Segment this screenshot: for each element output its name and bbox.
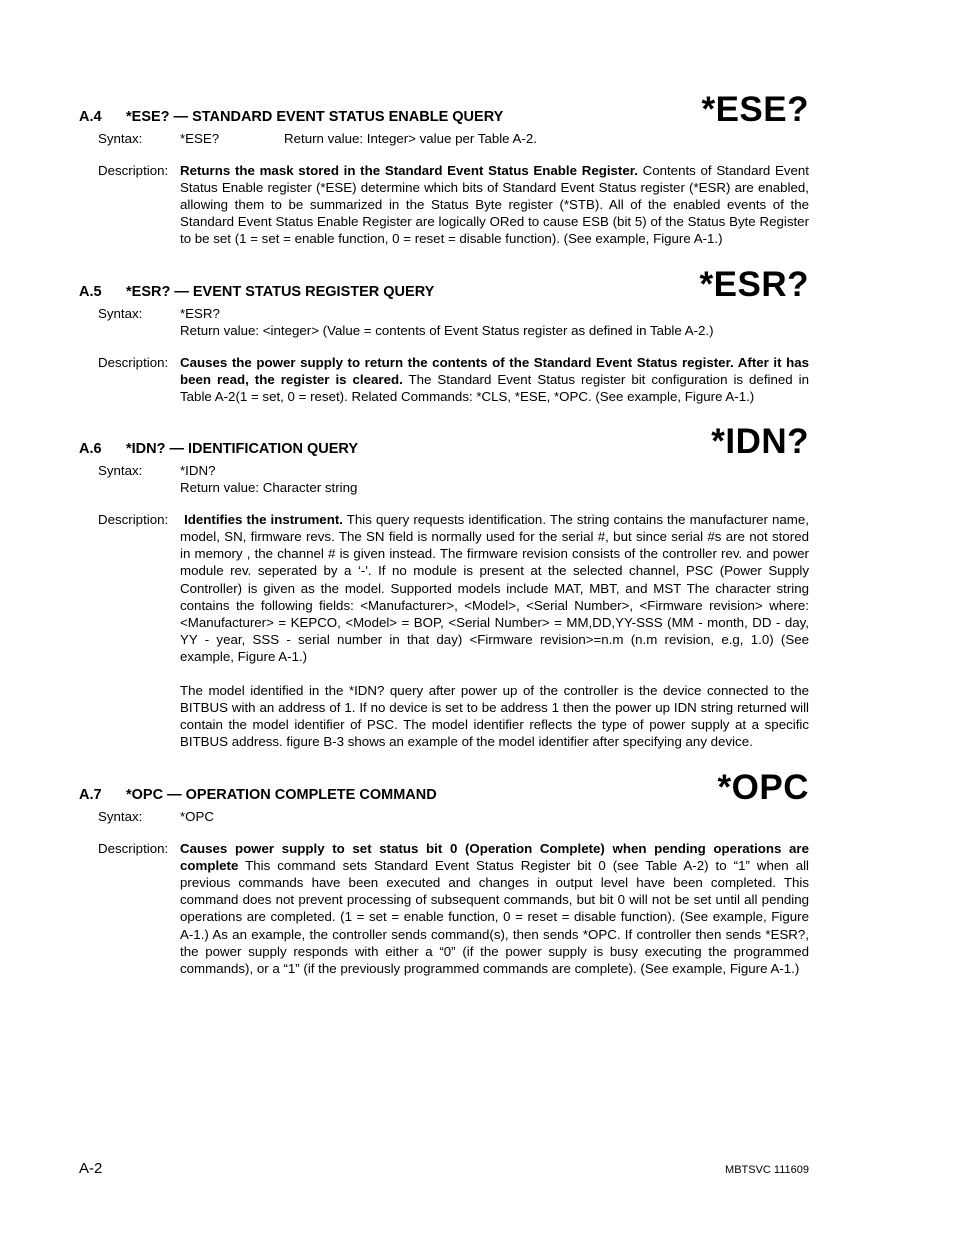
description-bold: Identifies the instrument. [184,512,343,528]
section-a6 [79,422,809,750]
syntax-command: *ESE? [180,131,220,146]
section-heading [79,90,809,129]
syntax-return: Return value: Character string [180,480,358,496]
syntax-row [79,130,809,147]
section-heading [79,422,809,461]
section-number: A.7 [79,787,102,803]
section-title: *IDN? — IDENTIFICATION QUERY [126,441,358,457]
syntax-label: Syntax: [98,463,143,478]
document-code: MBTSVC 111609 [725,1164,809,1176]
description-label: Description: [98,163,169,179]
description-row [79,840,809,977]
syntax-row [79,808,809,825]
description-text [180,511,809,665]
description-text [180,354,809,405]
syntax-return: Return value: Integer> value per Table A-2. [284,131,537,146]
section-heading [79,265,809,304]
description-body: This query requests identification. The string contains the manufacturer name, model, SN, firmware revs. The SN field is normally used for the serial #, but since serial #s are not stored in memory , the channel # is given instead. The firmware revision consists of the controller rev. and power module rev. seperated by a ‘-'. If no module is present at the selected channel, PSC (Power Supply Controller) is given as the model. Supported models include MAT, MBT, and MST The character string contains the following fields: <Manufacturer>, <Model>, <Serial Number>, <Firmware revision> where: <Manufacturer> = KEPCO, <Model> = BOP, <Serial Number> = MM,DD,YY-SSS (MM - month, DD - day, YY - year, SSS - serial number in that day) <Firmware revision>=n.m (n.m revision, e.g, 1.0) (See example, Figure A-1.) [180,512,809,664]
section-number: A.5 [79,284,102,300]
description-row [79,354,809,405]
description-text [180,162,809,247]
syntax-command: *OPC [180,809,214,824]
section-title: *OPC — OPERATION COMPLETE COMMAND [126,787,437,803]
description-body: This command sets Standard Event Status Register bit 0 (see Table A-2) to “1” when all previous commands have been executed and changes in output level have been completed. This command does not prevent processing of subsequent commands, but bit 0 will not be set until all pending operations are completed. (1 = set = enable function, 0 = reset = disable function). (See example, Figure A-1.) As an example, the controller sends command(s), then sends *OPC. If controller then sends *ESR?, the power supply responds with either a “0” (if the power supply is busy executing the programmed commands), or a “1” (if the previously programmed commands are complete). (See example, Figure A-1.) [180,858,809,976]
section-heading [79,768,809,807]
section-number: A.4 [79,109,102,125]
command-header: *OPC [717,768,809,807]
section-a4 [79,90,809,248]
section-a5 [79,265,809,405]
section-title: *ESR? — EVENT STATUS REGISTER QUERY [126,284,435,300]
description-label: Description: [98,355,169,371]
description-text [180,840,809,977]
description-bold: Causes power supply to set status bit 0 (Operation Complete) when pending operations are complete [180,841,809,874]
page-footer [79,1160,809,1180]
section-a7 [79,768,809,977]
syntax-command: *ESR? [180,306,220,321]
syntax-label: Syntax: [98,809,143,824]
description-body: The Standard Event Status register bit configuration is defined in Table A-2(1 = set, 0 = reset). Related Commands: *CLS, *ESE, *OPC. (See example, Figure A-1.) [180,372,809,405]
description-bold: Causes the power supply to return the contents of the Standard Event Status register. After it has been read, the register is cleared. [180,355,809,388]
section-title: *ESE? — STANDARD EVENT STATUS ENABLE QUERY [126,109,504,125]
description-row [79,511,809,750]
page-number: A-2 [79,1160,103,1177]
command-header: *ESE? [701,90,809,129]
syntax-row [79,305,809,339]
description-paragraph-2: The model identified in the *IDN? query after power up of the controller is the device connected to the BITBUS with an address of 1. If no device is set to be address 1 then the power up IDN string returned will contain the model identifier of PSC. The model identifier reflects the type of power supply at a specific BITBUS address. figure B-3 shows an example of the model identifier after specifying any device. [180,683,809,750]
command-header: *IDN? [711,422,809,461]
syntax-label: Syntax: [98,306,143,321]
syntax-command: *IDN? [180,463,216,478]
description-label: Description: [98,512,169,528]
syntax-row [79,462,809,496]
syntax-label: Syntax: [98,131,143,146]
command-header: *ESR? [699,265,809,304]
description-body: Contents of Standard Event Status Enable register (*ESE) determine which bits of Standard Event Status register (*ESR) are enabled, allowing them to be summarized in the Status Byte register (*STB). All of the enabled events of the Standard Event Status Enable Register are logically ORed to cause ESB (bit 5) of the Status Byte Register to be set (1 = set = enable function, 0 = reset = disable function). (See example, Figure A-1.) [180,163,809,247]
description-bold: Returns the mask stored in the Standard Event Status Enable Register. [180,163,638,179]
description-label: Description: [98,841,169,857]
section-number: A.6 [79,441,102,457]
description-row [79,162,809,247]
syntax-return: Return value: <integer> (Value = contents of Event Status register as defined in Table A-2.) [180,323,714,339]
